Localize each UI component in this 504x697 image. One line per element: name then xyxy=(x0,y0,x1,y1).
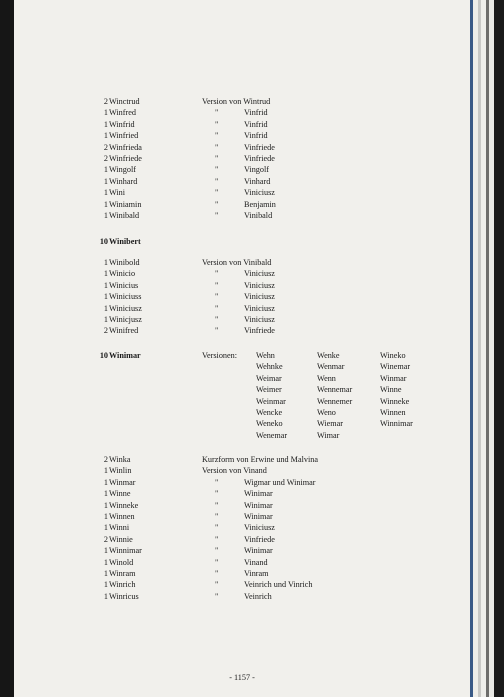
entry-reference: Winimar xyxy=(244,512,273,521)
entry-row xyxy=(14,477,470,488)
version-row xyxy=(14,407,470,418)
entry-name: Winlin xyxy=(109,466,132,476)
version-name: Wennemar xyxy=(317,385,353,395)
entry-reference: Vinhard xyxy=(244,176,271,186)
entry-count: 1 xyxy=(103,477,108,487)
entry-reference: Wigmar und Winimar xyxy=(244,477,316,487)
version-name: Wenn xyxy=(317,373,336,383)
entry-name: Winicio xyxy=(109,269,136,279)
entry-row xyxy=(14,268,470,279)
entry-count: 1 xyxy=(103,199,108,209)
entry-reference: Veinrich und Vinrich xyxy=(244,580,313,590)
ditto-mark: " xyxy=(215,176,219,186)
ditto-mark: " xyxy=(215,211,219,220)
ditto-mark: " xyxy=(215,326,219,336)
entry-row xyxy=(14,465,470,476)
entry-name: Winneke xyxy=(109,500,139,510)
entry-row xyxy=(14,119,470,130)
entry-name: Winrich xyxy=(109,580,136,590)
entry-count: 2 xyxy=(103,455,108,464)
ditto-mark: " xyxy=(215,280,219,290)
ditto-mark: " xyxy=(215,142,219,152)
entry-description: Version von Wintrud xyxy=(202,97,271,106)
version-name: Winmar xyxy=(380,373,407,383)
version-name: Weneko xyxy=(256,419,283,429)
version-row xyxy=(14,430,470,441)
ditto-mark: " xyxy=(215,119,219,129)
ditto-mark: " xyxy=(215,188,219,198)
ditto-mark: " xyxy=(215,500,219,510)
version-name: Wencke xyxy=(256,408,283,417)
version-name: Wehn xyxy=(256,351,275,360)
ditto-mark: " xyxy=(215,292,219,302)
ditto-mark: " xyxy=(215,269,219,279)
entry-count: 1 xyxy=(103,557,108,567)
entry-count: 1 xyxy=(103,546,108,556)
entry-reference: Vinibald xyxy=(244,211,273,220)
ditto-mark: " xyxy=(215,108,219,118)
version-name: Wenmar xyxy=(317,362,345,372)
entry-count: 1 xyxy=(103,303,108,313)
entry-description: Kurzform von Erwine und Malvina xyxy=(202,455,318,464)
entry-name: Winmar xyxy=(109,477,136,487)
entry-row xyxy=(14,488,470,499)
version-row xyxy=(14,373,470,384)
entry-name: Winicjusz xyxy=(109,315,142,324)
entry-row xyxy=(14,96,470,107)
entry-count: 1 xyxy=(103,165,108,175)
ditto-mark: " xyxy=(215,580,219,590)
version-row xyxy=(14,350,470,361)
ditto-mark: " xyxy=(215,557,219,567)
entry-row xyxy=(14,325,470,336)
entry-reference: Winimar xyxy=(244,546,273,556)
version-name: Wenke xyxy=(317,351,340,360)
entry-reference: Viniciusz xyxy=(244,188,275,198)
entry-reference: Veinrich xyxy=(244,591,272,601)
entry-name: Winfrieda xyxy=(109,142,142,152)
entry-name: Winibald xyxy=(109,211,140,220)
version-name: Wineko xyxy=(380,351,406,360)
entry-name: Winiciuss xyxy=(109,292,142,302)
book-spine-shadow xyxy=(0,0,14,697)
entry-count: 1 xyxy=(103,280,108,290)
version-name: Weimer xyxy=(256,385,282,395)
ditto-mark: " xyxy=(215,199,219,209)
entry-count: 1 xyxy=(103,108,108,118)
entry-count: 2 xyxy=(103,154,108,163)
ditto-mark: " xyxy=(215,315,219,324)
entry-reference: Vinfrid xyxy=(244,108,268,118)
entry-reference: Viniciusz xyxy=(244,315,275,324)
ditto-mark: " xyxy=(215,523,219,533)
entry-count: 1 xyxy=(103,523,108,533)
entry-name: Winnimar xyxy=(109,546,142,556)
entry-row xyxy=(14,153,470,164)
heading-name: Winibert xyxy=(109,237,141,246)
heading-entry xyxy=(14,236,470,247)
version-name: Winnen xyxy=(380,408,406,417)
entry-reference: Vinfriede xyxy=(244,154,275,163)
ditto-mark: " xyxy=(215,512,219,521)
entry-row xyxy=(14,291,470,302)
entry-row xyxy=(14,199,470,210)
entry-row xyxy=(14,568,470,579)
entry-name: Wini xyxy=(109,188,126,198)
version-name: Winneke xyxy=(380,396,410,406)
heading-count: 10 xyxy=(99,237,108,246)
version-row xyxy=(14,384,470,395)
entry-reference: Winimar xyxy=(244,489,273,499)
entry-name: Winfrid xyxy=(109,119,135,129)
entry-name: Winne xyxy=(109,489,131,499)
entry-count: 1 xyxy=(103,512,108,521)
ditto-mark: " xyxy=(215,303,219,313)
entry-row xyxy=(14,534,470,545)
entry-count: 2 xyxy=(103,97,108,106)
entry-reference: Winimar xyxy=(244,500,273,510)
entry-name: Winiamin xyxy=(109,199,142,209)
entry-count: 1 xyxy=(103,580,108,590)
book-page xyxy=(14,0,470,697)
entry-reference: Viniciusz xyxy=(244,280,275,290)
ditto-mark: " xyxy=(215,477,219,487)
ditto-mark: " xyxy=(215,165,219,175)
entry-row xyxy=(14,187,470,198)
entry-row xyxy=(14,130,470,141)
entry-row xyxy=(14,176,470,187)
version-row xyxy=(14,418,470,429)
ditto-mark: " xyxy=(215,154,219,163)
entry-name: Wingolf xyxy=(109,165,136,175)
entry-reference: Viniciusz xyxy=(244,303,275,313)
version-name: Wimar xyxy=(317,430,340,440)
entry-reference: Viniciusz xyxy=(244,523,275,533)
version-name: Winne xyxy=(380,385,402,395)
ditto-mark: " xyxy=(215,546,219,556)
entry-row xyxy=(14,545,470,556)
entry-reference: Vinfriede xyxy=(244,326,275,336)
entry-name: Winold xyxy=(109,557,134,567)
entry-row xyxy=(14,511,470,522)
entry-reference: Vingolf xyxy=(244,165,269,175)
entry-name: Winifred xyxy=(109,326,139,336)
entry-reference: Viniciusz xyxy=(244,269,275,279)
entry-count: 1 xyxy=(103,569,108,578)
ditto-mark: " xyxy=(215,489,219,499)
entry-count: 1 xyxy=(103,188,108,198)
entry-row xyxy=(14,257,470,268)
entry-name: Winram xyxy=(109,569,136,578)
versions-label: Versionen: xyxy=(202,351,238,360)
ditto-mark: " xyxy=(215,534,219,544)
entry-count: 1 xyxy=(103,176,108,186)
entry-reference: Vinram xyxy=(244,569,269,578)
entry-count: 1 xyxy=(103,591,108,601)
entry-count: 1 xyxy=(103,131,108,141)
ditto-mark: " xyxy=(215,131,219,141)
version-name: Weinmar xyxy=(256,396,286,406)
entry-name: Winka xyxy=(109,455,131,464)
version-name: Weno xyxy=(317,408,336,417)
entry-count: 2 xyxy=(103,142,108,152)
entry-row xyxy=(14,142,470,153)
entry-count: 1 xyxy=(103,211,108,220)
entry-count: 1 xyxy=(103,466,108,476)
entry-count: 1 xyxy=(103,269,108,279)
entry-count: 2 xyxy=(103,326,108,336)
entry-row xyxy=(14,579,470,590)
version-name: Wennemer xyxy=(317,396,353,406)
version-name: Wenemar xyxy=(256,430,288,440)
book-page-edges xyxy=(470,0,504,697)
heading-count: 10 xyxy=(99,351,108,360)
entry-row xyxy=(14,314,470,325)
entry-name: Winiciusz xyxy=(109,303,142,313)
entry-description: Version von Vinibald xyxy=(202,258,272,267)
entry-reference: Vinfrid xyxy=(244,119,268,129)
entry-count: 2 xyxy=(103,534,108,544)
entry-name: Winfried xyxy=(109,131,139,141)
entry-name: Winfriede xyxy=(109,154,142,163)
entry-row xyxy=(14,303,470,314)
entry-description: Version von Vinand xyxy=(202,466,267,476)
version-row xyxy=(14,361,470,372)
version-name: Winnimar xyxy=(380,419,413,429)
entry-name: Winni xyxy=(109,523,130,533)
heading-name: Winimar xyxy=(109,351,141,360)
entry-row xyxy=(14,454,470,465)
entry-name: Winctrud xyxy=(109,97,140,106)
entry-row xyxy=(14,557,470,568)
version-name: Wiemar xyxy=(317,419,344,429)
entry-name: Winnen xyxy=(109,512,135,521)
entry-name: Winnie xyxy=(109,534,133,544)
entry-row xyxy=(14,210,470,221)
entry-reference: Vinfriede xyxy=(244,534,275,544)
entry-row xyxy=(14,591,470,602)
entry-count: 1 xyxy=(103,292,108,302)
entry-reference: Vinfriede xyxy=(244,142,275,152)
page-number: - 1157 - xyxy=(229,673,255,682)
entry-row xyxy=(14,107,470,118)
entry-name: Winibold xyxy=(109,258,140,267)
entry-count: 1 xyxy=(103,315,108,324)
version-name: Winemar xyxy=(380,362,411,372)
entry-count: 1 xyxy=(103,119,108,129)
entry-count: 1 xyxy=(103,500,108,510)
entry-reference: Benjamin xyxy=(244,199,276,209)
version-name: Weimar xyxy=(256,373,282,383)
entry-name: Winricus xyxy=(109,591,139,601)
entry-row xyxy=(14,522,470,533)
ditto-mark: " xyxy=(215,569,219,578)
entry-count: 1 xyxy=(103,258,108,267)
ditto-mark: " xyxy=(215,591,219,601)
entry-reference: Vinand xyxy=(244,557,268,567)
entry-name: Winicius xyxy=(109,280,139,290)
entry-row xyxy=(14,280,470,291)
entry-count: 1 xyxy=(103,489,108,499)
entry-row xyxy=(14,500,470,511)
version-name: Wehnke xyxy=(256,362,283,372)
version-row xyxy=(14,396,470,407)
entry-row xyxy=(14,164,470,175)
entry-reference: Vinfrid xyxy=(244,131,268,141)
entry-name: Winfred xyxy=(109,108,136,118)
entry-name: Winhard xyxy=(109,176,138,186)
entry-reference: Viniciusz xyxy=(244,292,275,302)
